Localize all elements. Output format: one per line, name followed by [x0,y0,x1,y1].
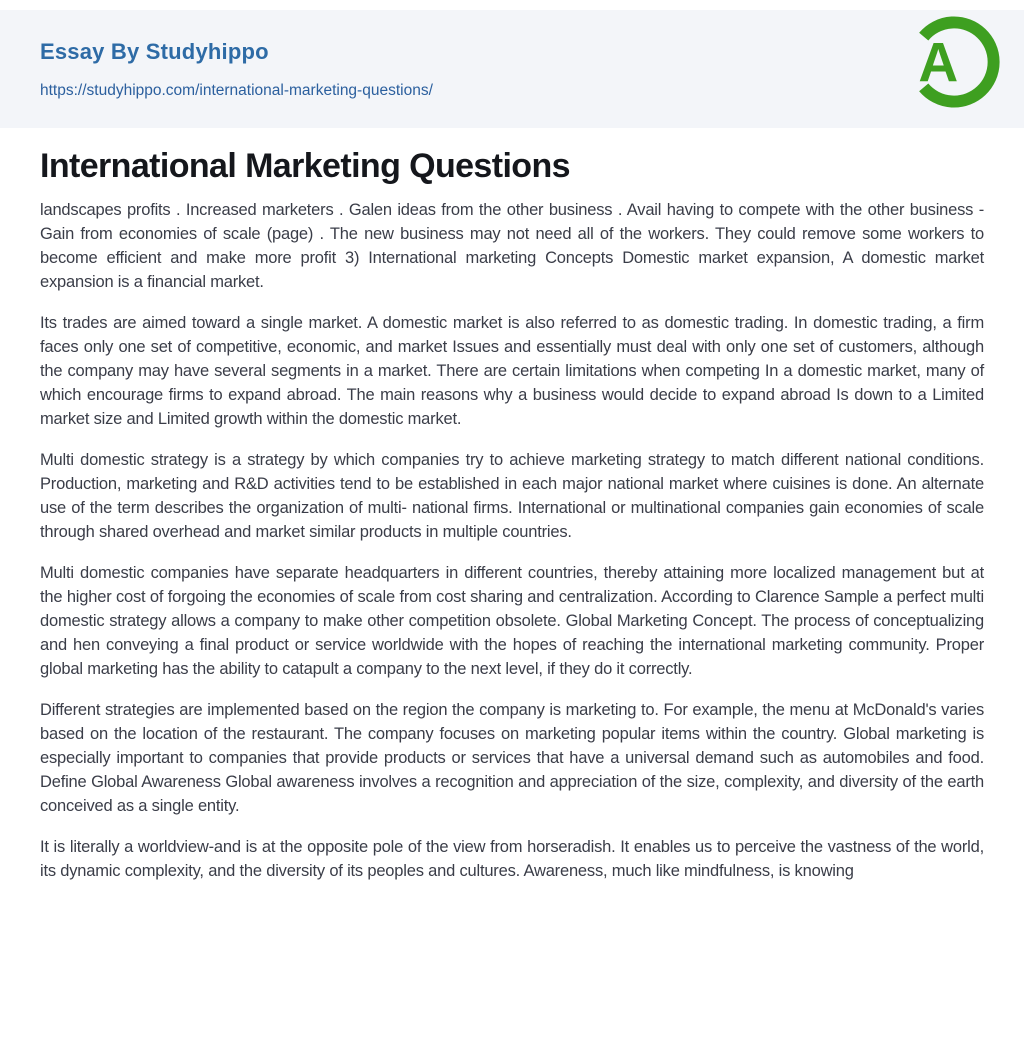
header-text-block [40,39,433,100]
site-header [0,10,1024,128]
logo-letter: A [918,31,959,94]
page-title: International Marketing Questions [40,147,570,185]
essay-by-label: Essay By Studyhippo [40,38,269,64]
studyhippo-logo-icon [908,16,1000,108]
essay-paragraph-2: Its trades are aimed toward a single market. A domestic market is also referred to as domestic trading. In domestic trading, a firm faces only one set of competitive, economic, and market Issues and essentially must deal with only one set of customers, although the company may have several segments in a market. There are certain limitations when competing In a domestic market, many of which encourage firms to expand abroad. The main reasons why a business would decide to expand abroad Is down to a Limited market size and Limited growth within the domestic market. [40,313,984,428]
essay-paragraph-6: It is literally a worldview-and is at the opposite pole of the view from horseradish. It enables us to perceive the vastness of the world, its dynamic complexity, and the diversity of its peoples and cultures. Awareness, much like mindfulness, is knowing [40,837,984,880]
essay-paragraph-5: Different strategies are implemented based on the region the company is marketing to. For example, the menu at McDonald's varies based on the location of the restaurant. The company focuses on marketing popular items within the country. Global marketing is especially important to companies that provide products or services that have a universal demand such as automobiles and food. Define Global Awareness Global awareness involves a recognition and appreciation of the size, complexity, and diversity of the earth conceived as a single entity. [40,700,984,815]
essay-url-link[interactable]: https://studyhippo.com/international-marketing-questions/ [40,81,433,99]
essay-paragraph-4: Multi domestic companies have separate headquarters in different countries, thereby attaining more localized management but at the higher cost of forgoing the economies of scale from cost sharing and centralization. According to Clarence Sample a perfect multi domestic strategy allows a company to make other competition obsolete. Global Marketing Concept. The process of conceptualizing and hen conveying a final product or service worldwide with the hopes of reaching the international marketing community. Proper global marketing has the ability to catapult a company to the next level, if they do it correctly. [40,563,984,678]
essay-paragraph-1: landscapes profits . Increased marketers . Galen ideas from the other business . Avail having to compete with the other business -Gain from economies of scale (page) . The new business may not need all of the workers. They could remove some workers to become efficient and make more profit 3) International marketing Concepts Domestic market expansion, A domestic market expansion is a financial market. [40,200,984,291]
essay-paragraph-3: Multi domestic strategy is a strategy by which companies try to achieve marketing strategy to match different national conditions. Production, marketing and R&D activities tend to be established in each major national market where cuisines is done. An alternate use of the term describes the organization of multi- national firms. International or multinational companies gain economies of scale through shared overhead and market similar products in multiple countries. [40,450,984,541]
essay-content [0,149,1024,883]
